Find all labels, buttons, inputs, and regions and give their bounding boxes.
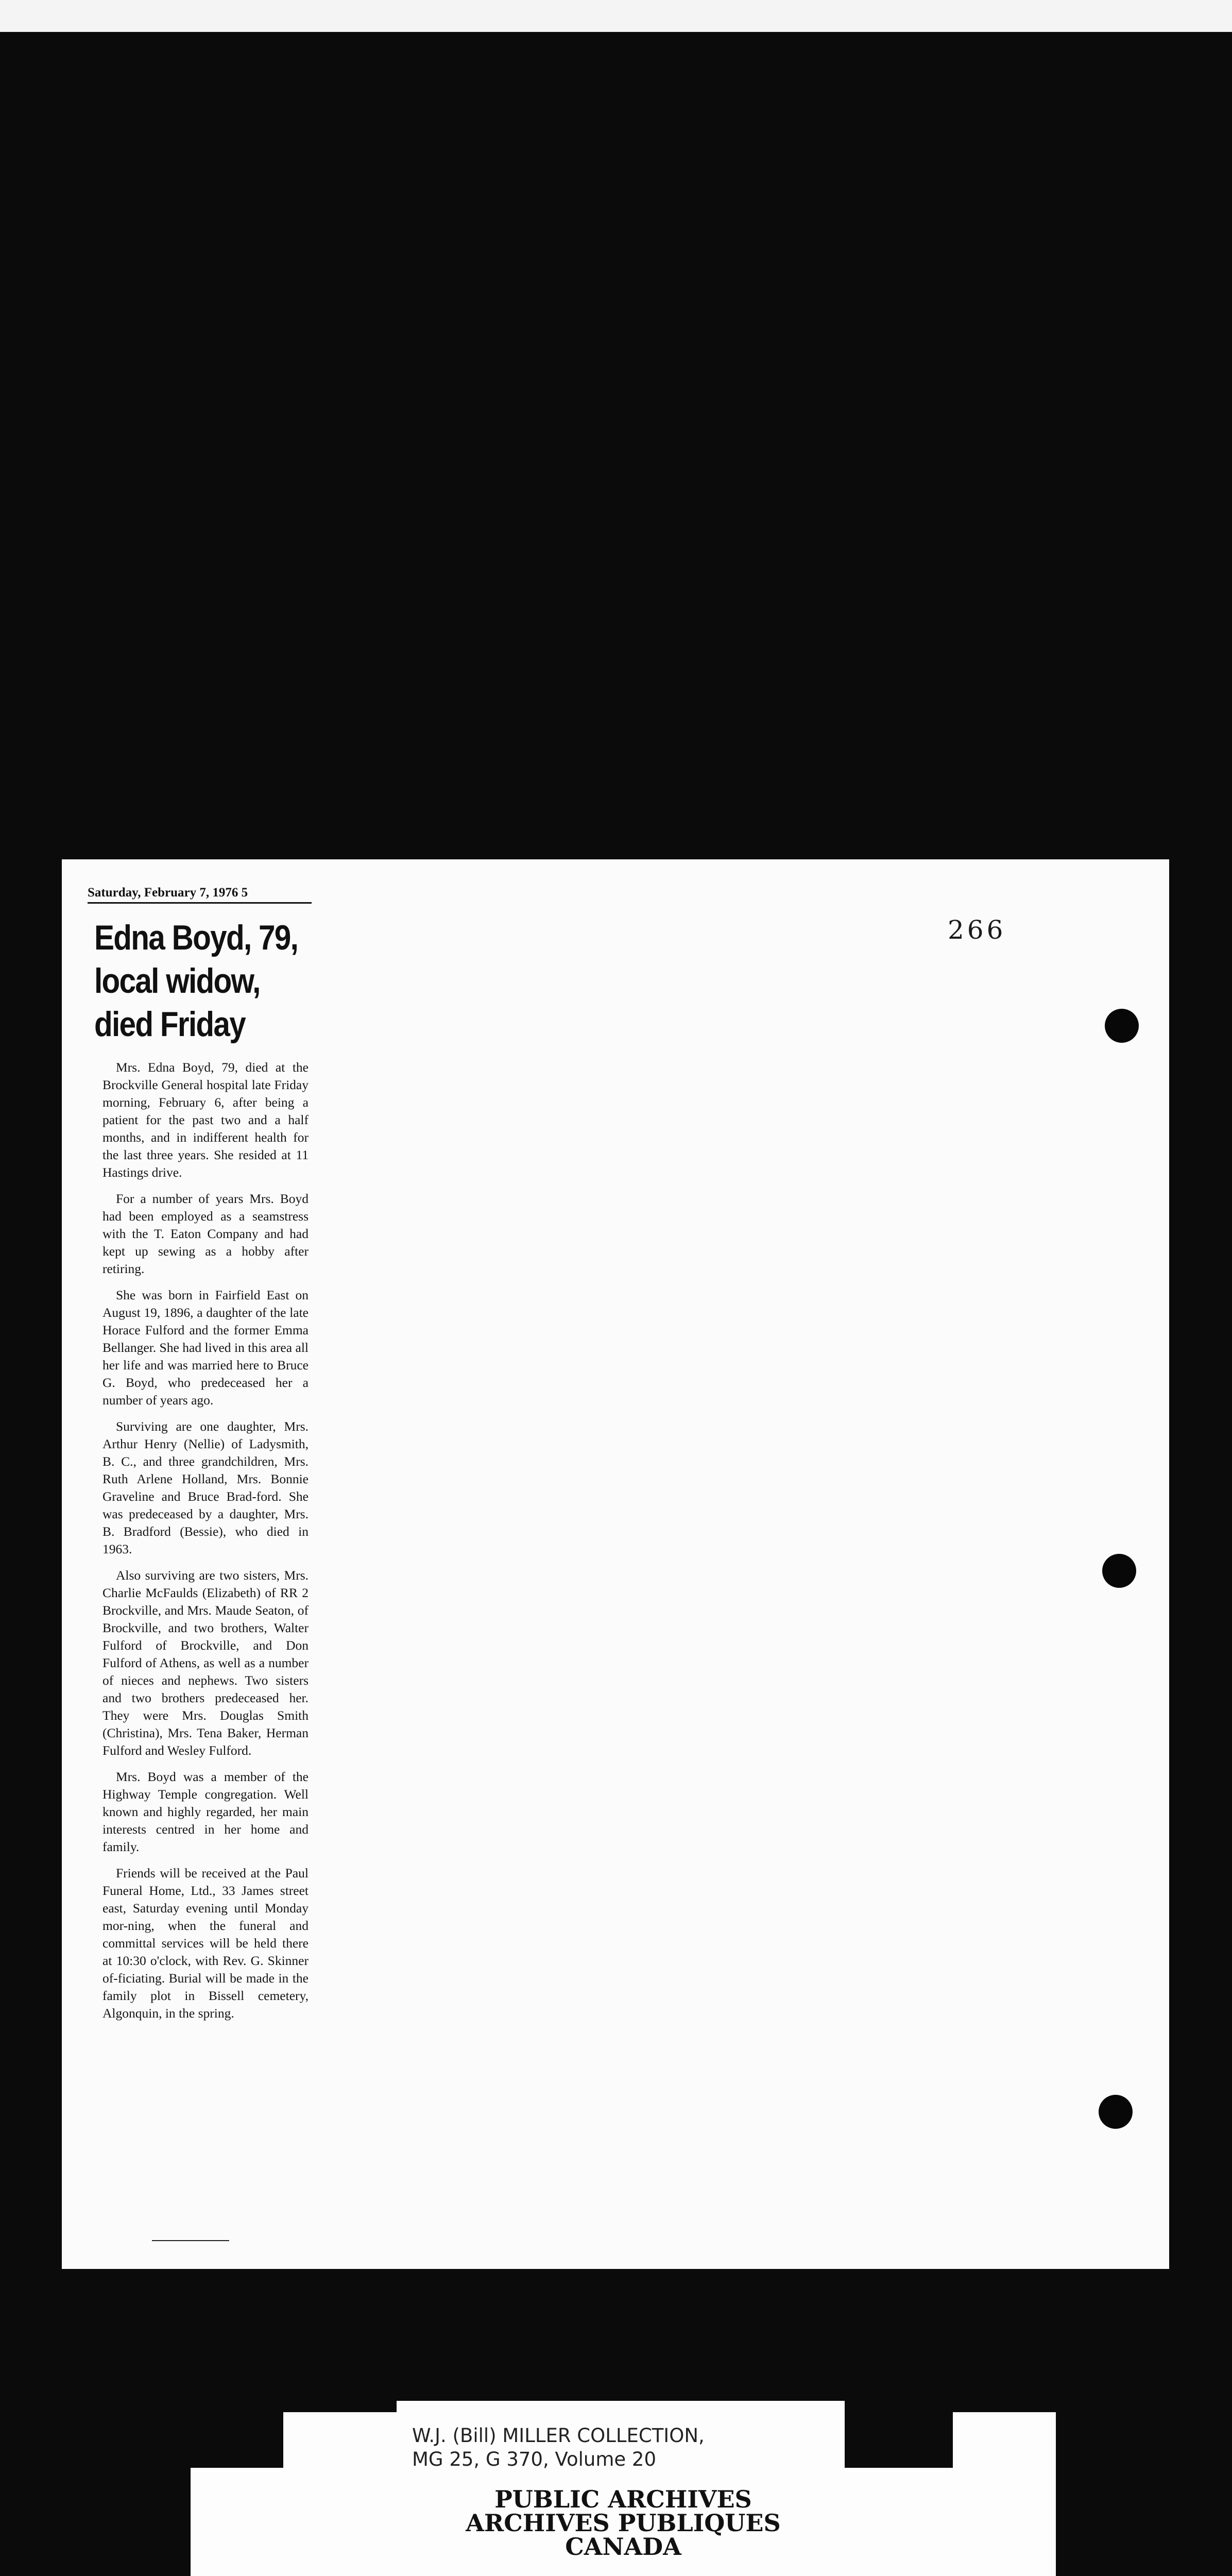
label-notch [845, 2412, 953, 2468]
article-paragraph: Mrs. Edna Boyd, 79, died at the Brockville General hospital late Friday morning, February 6, after being a patient for the past two and a half months, and in indifferent health for the last three years. She resided at 11 Hastings drive. [102, 1060, 309, 1180]
article-body [102, 1059, 309, 2031]
article-paragraph: Surviving are one daughter, Mrs. Arthur Henry (Nellie) of Ladysmith, B. C., and three grandchildren, Mrs. Ruth Arlene Holland, Mrs. Bonnie Graveline and Bruce Brad-ford. She was predeceased by a daughter, Mrs. B. Bradford (Bessie), who died in 1963. [102, 1419, 309, 1556]
article-paragraph: For a number of years Mrs. Boyd had been employed as a seamstress with the T. Eaton Company and had kept up sewing as a hobby after retiring. [102, 1191, 309, 1276]
scan-top-edge [0, 0, 1232, 32]
punch-hole [1099, 2095, 1133, 2129]
label-notch [191, 2412, 283, 2468]
article-paragraph: Also surviving are two sisters, Mrs. Charlie McFaulds (Elizabeth) of RR 2 Brockville, and Mrs. Maude Seaton, of Brockville, and two brothers, Walter Fulford of Brockville, and Don Fulford of Athens, as well as a number of nieces and nephews. Two sisters and two brothers predeceased her. They were Mrs. Douglas Smith (Christina), Mrs. Tena Baker, Herman Fulford and Wesley Fulford. [102, 1568, 309, 1758]
archives-english: PUBLIC ARCHIVES [494, 2485, 752, 2513]
article-paragraph: Mrs. Boyd was a member of the Highway Temple congregation. Well known and highly regarded, her main interests centred in her home and family. [102, 1769, 309, 1854]
dateline: Saturday, February 7, 1976 5 [88, 884, 312, 904]
collection-reference [412, 2424, 705, 2471]
collection-volume: MG 25, G 370, Volume 20 [412, 2448, 656, 2470]
archives-stamp [191, 2485, 1056, 2561]
newspaper-clipping [80, 876, 312, 2257]
punch-hole [1102, 1554, 1136, 1588]
article-paragraph: Friends will be received at the Paul Funeral Home, Ltd., 33 James street east, Saturday evening until Monday mor-ning, when the funeral and committal services will be held there at 10:30 o'clock, with Rev. G. Skinner of-ficiating. Burial will be made in the family plot in Bissell cemetery, Algonquin, in the spring. [102, 1866, 309, 2021]
archives-country: CANADA [565, 2533, 681, 2561]
end-rule [152, 2240, 229, 2241]
headline [94, 916, 311, 1046]
page-number: 266 [948, 915, 1006, 945]
headline-line: died Friday [94, 1005, 246, 1044]
article-paragraph: She was born in Fairfield East on August 19, 1896, a daughter of the late Horace Fulford and the former Emma Bellanger. She had lived in this area all her life and was married here to Bruce G. Boyd, who predeceased her a number of years ago. [102, 1287, 309, 1408]
punch-hole [1105, 1009, 1139, 1043]
headline-line: Edna Boyd, 79, [94, 918, 298, 957]
archives-french: ARCHIVES PUBLIQUES [466, 2509, 781, 2537]
headline-line: local widow, [94, 961, 260, 1001]
collection-name: W.J. (Bill) MILLER COLLECTION, [412, 2425, 705, 2447]
